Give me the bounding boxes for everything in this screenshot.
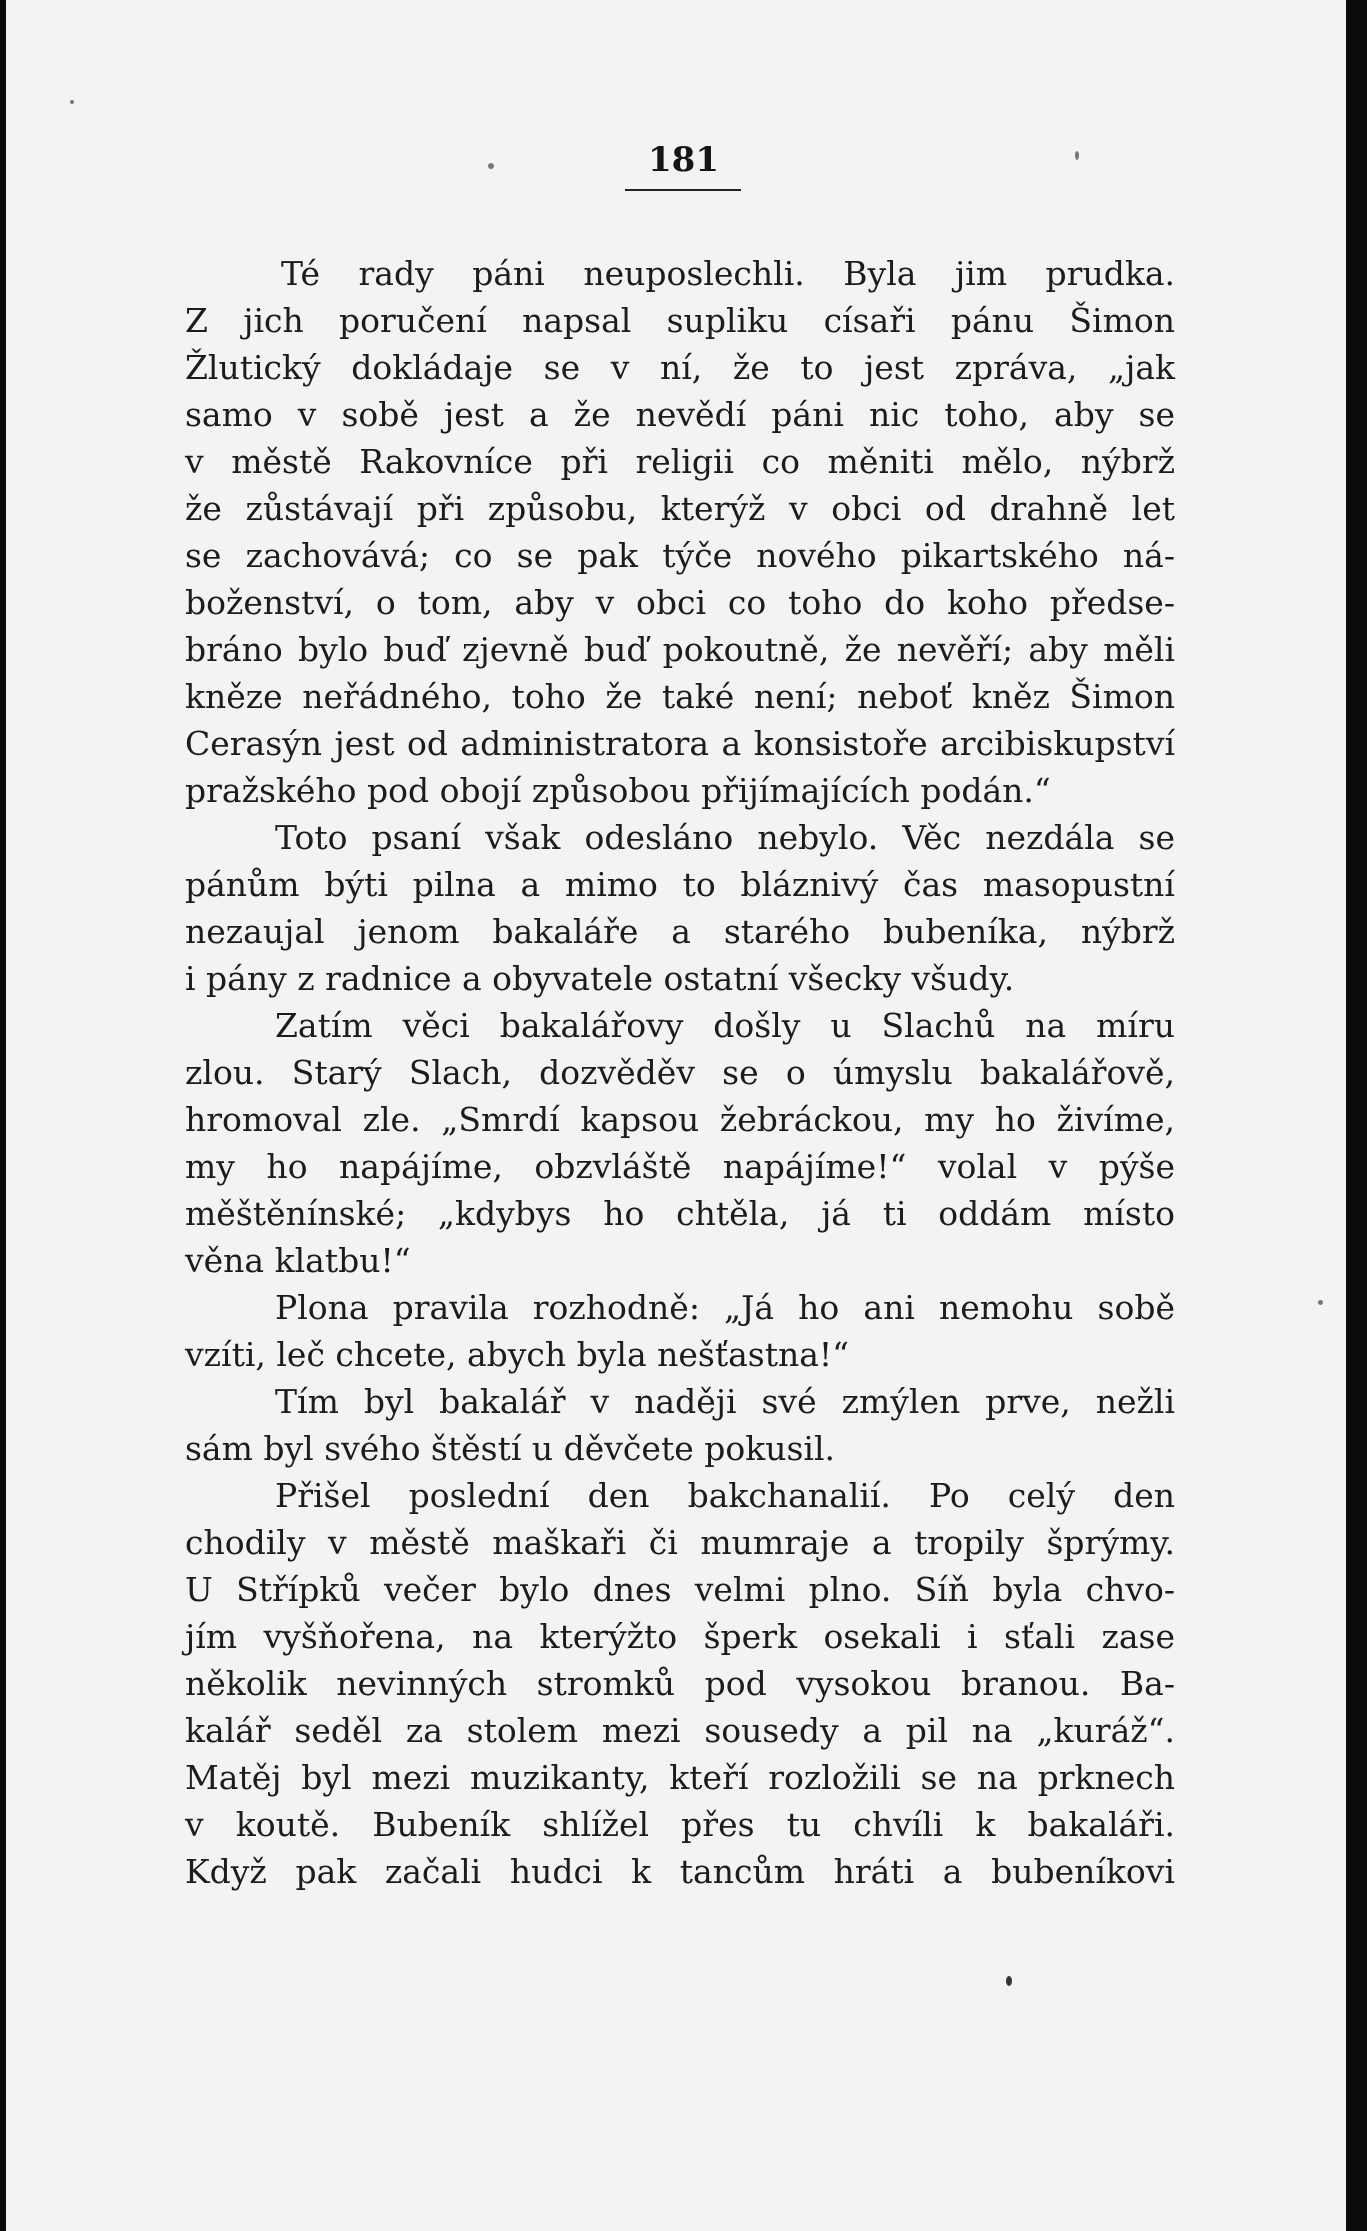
text-line: Plona pravila rozhodně: „Já ho ani nemohu sobě	[275, 1288, 1175, 1327]
text-line: několik nevinných stromků pod vysokou branou. Ba-	[185, 1664, 1175, 1703]
text-line: Toto psaní však odesláno nebylo. Věc nezdála se	[275, 818, 1175, 857]
text-line: Cerasýn jest od administratora a konsistoře arcibiskupství	[185, 724, 1175, 763]
page-number-underline	[625, 189, 741, 191]
scan-speck	[1006, 1976, 1012, 1986]
text-line: nezaujal jenom bakaláře a starého bubeníka, nýbrž	[185, 912, 1175, 951]
text-line: se zachovává; co se pak týče nového pikartského ná-	[185, 536, 1175, 575]
scan-speck	[1075, 151, 1079, 160]
text-line: i pány z radnice a obyvatele ostatní všecky všudy.	[185, 959, 1015, 998]
text-line: samo v sobě jest a že nevědí páni nic toho, aby se	[185, 395, 1175, 434]
body-text	[185, 250, 1175, 1895]
text-line: Když pak začali hudci k tancům hráti a bubeníkovi	[185, 1852, 1175, 1891]
text-line: U Střípků večer bylo dnes velmi plno. Síň byla chvo-	[185, 1570, 1175, 1609]
text-line: kněze neřádného, toho že také není; neboť kněz Šimon	[185, 677, 1175, 716]
text-line: Matěj byl mezi muzikanty, kteří rozložili se na prknech	[185, 1758, 1175, 1797]
text-line: hromoval zle. „Smrdí kapsou žebráckou, my ho živíme,	[185, 1100, 1175, 1139]
text-line: kalář seděl za stolem mezi sousedy a pil na „kuráž“.	[185, 1711, 1175, 1750]
text-line: boženství, o tom, aby v obci co toho do koho předse-	[185, 583, 1175, 622]
text-line: chodily v městě maškaři či mumraje a tropily šprýmy.	[185, 1523, 1175, 1562]
text-line: my ho napájíme, obzvláště napájíme!“ volal v pýše	[185, 1147, 1175, 1186]
page-number: 181	[648, 140, 719, 180]
text-line: vzíti, leč chcete, abych byla nešťastna!“	[185, 1335, 850, 1374]
text-line: měštěnínské; „kdybys ho chtěla, já ti oddám místo	[185, 1194, 1175, 1233]
text-line: Žlutický dokládaje se v ní, že to jest zpráva, „jak	[185, 348, 1175, 387]
scan-speck	[70, 100, 74, 104]
text-line: zlou. Starý Slach, dozvěděv se o úmyslu bakalářově,	[185, 1053, 1175, 1092]
text-line: Té rady páni neuposlechli. Byla jim prudka.	[281, 254, 1175, 293]
text-line: v městě Rakovníce při religii co měniti mělo, nýbrž	[185, 442, 1175, 481]
text-line: pánům býti pilna a mimo to bláznivý čas masopustní	[185, 865, 1175, 904]
text-line: Tím byl bakalář v naději své zmýlen prve, nežli	[275, 1382, 1175, 1421]
text-line: bráno bylo buď zjevně buď pokoutně, že nevěří; aby měli	[185, 630, 1175, 669]
text-line: Přišel poslední den bakchanalií. Po celý den	[275, 1476, 1175, 1515]
text-line: pražského pod obojí způsobou přijímajících podán.“	[185, 771, 1051, 810]
scan-speck	[488, 163, 494, 169]
text-line: jím vyšňořena, na kterýžto šperk osekali i sťali zase	[185, 1617, 1175, 1656]
scan-speck	[1318, 1300, 1323, 1305]
text-line: že zůstávají při způsobu, kterýž v obci od drahně let	[185, 489, 1175, 528]
text-line: v koutě. Bubeník shlížel přes tu chvíli k bakaláři.	[185, 1805, 1175, 1844]
text-line: věna klatbu!“	[185, 1241, 411, 1280]
text-line: sám byl svého štěstí u děvčete pokusil.	[185, 1429, 835, 1468]
text-line: Z jich poručení napsal supliku císaři pánu Šimon	[185, 301, 1175, 340]
text-line: Zatím věci bakalářovy došly u Slachů na míru	[275, 1006, 1175, 1045]
